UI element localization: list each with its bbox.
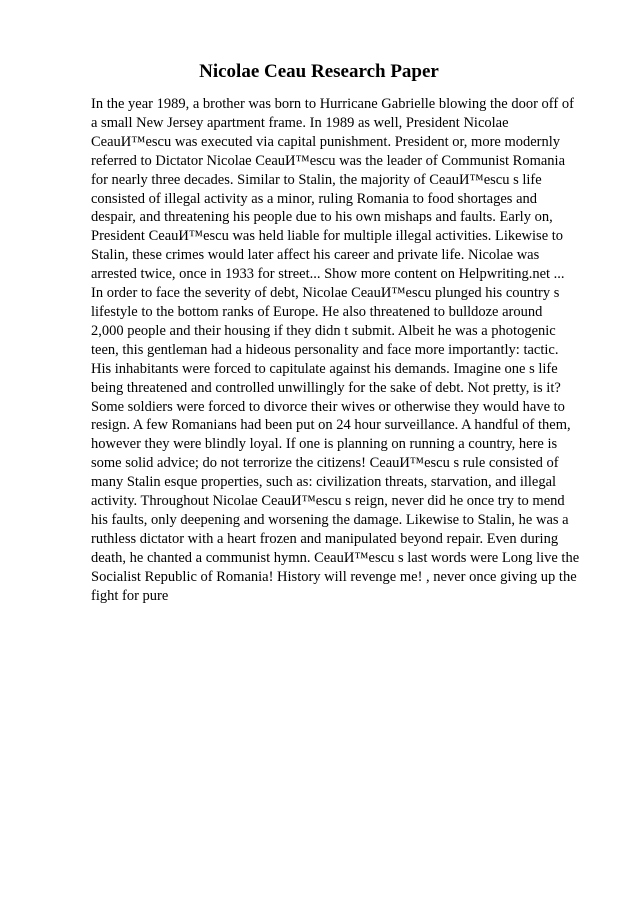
- text-line: a small New Jersey apartment frame. In 1989 as well, President Nicolae: [91, 114, 509, 131]
- text-line: activity. Throughout Nicolae CeauИ™escu s reign, never did he once try to mend: [91, 493, 565, 510]
- text-line: Some soldiers were forced to divorce their wives or otherwise they would have to: [91, 398, 565, 415]
- text-line: death, he chanted a communist hymn. CeauИ™escu s last words were Long live the: [91, 549, 580, 566]
- text-line: 2,000 people and their housing if they didn t submit. Albeit he was a photogenic: [91, 322, 556, 339]
- page-title: Nicolae Ceau Research Paper: [199, 61, 439, 82]
- text-line: fight for pure: [91, 587, 169, 604]
- text-line: being threatened and controlled unwillingly for the sake of debt. Not pretty, is it?: [91, 379, 561, 396]
- text-line: In the year 1989, a brother was born to Hurricane Gabrielle blowing the door off of: [91, 96, 574, 112]
- body-paragraph: [91, 95, 583, 605]
- text-line: consisted of illegal activity as a minor, ruling Romania to food shortages and: [91, 190, 538, 207]
- text-line: His inhabitants were forced to capitulate against his demands. Imagine one s life: [91, 360, 558, 377]
- text-line: some solid advice; do not terrorize the citizens! CeauИ™escu s rule consisted of: [91, 455, 559, 472]
- text-line: despair, and threatening his people due to his own mishaps and faults. Early on,: [91, 209, 553, 226]
- text-line: teen, this gentleman had a hideous personality and face more importantly: tactic.: [91, 341, 559, 358]
- text-line: however they were blindly loyal. If one is planning on running a country, here is: [91, 436, 558, 453]
- text-line: CeauИ™escu was executed via capital punishment. President or, more modernly: [91, 133, 561, 150]
- text-line: ruthless dictator with a heart frozen and manipulated beyond repair. Even during: [91, 530, 559, 547]
- text-line: In order to face the severity of debt, Nicolae CeauИ™escu plunged his country s: [91, 285, 560, 302]
- text-line: arrested twice, once in 1933 for street... Show more content on Helpwriting.net ...: [91, 266, 565, 283]
- text-line: lifestyle to the bottom ranks of Europe. He also threatened to bulldoze around: [91, 303, 543, 320]
- text-line: resign. A few Romanians had been put on 24 hour surveillance. A handful of them,: [91, 417, 571, 434]
- text-line: Socialist Republic of Romania! History will revenge me! , never once giving up the: [91, 568, 577, 585]
- text-line: referred to Dictator Nicolae CeauИ™escu was the leader of Communist Romania: [91, 152, 566, 169]
- text-line: many Stalin esque properties, such as: civilization threats, starvation, and illegal: [91, 474, 557, 491]
- text-line: Stalin, these crimes would later affect his career and private life. Nicolae was: [91, 247, 540, 264]
- text-line: President CeauИ™escu was held liable for multiple illegal activities. Likewise to: [91, 228, 564, 245]
- text-line: for nearly three decades. Similar to Stalin, the majority of CeauИ™escu s life: [91, 171, 542, 188]
- text-line: his faults, only deepening and worsening the damage. Likewise to Stalin, he was a: [91, 511, 569, 528]
